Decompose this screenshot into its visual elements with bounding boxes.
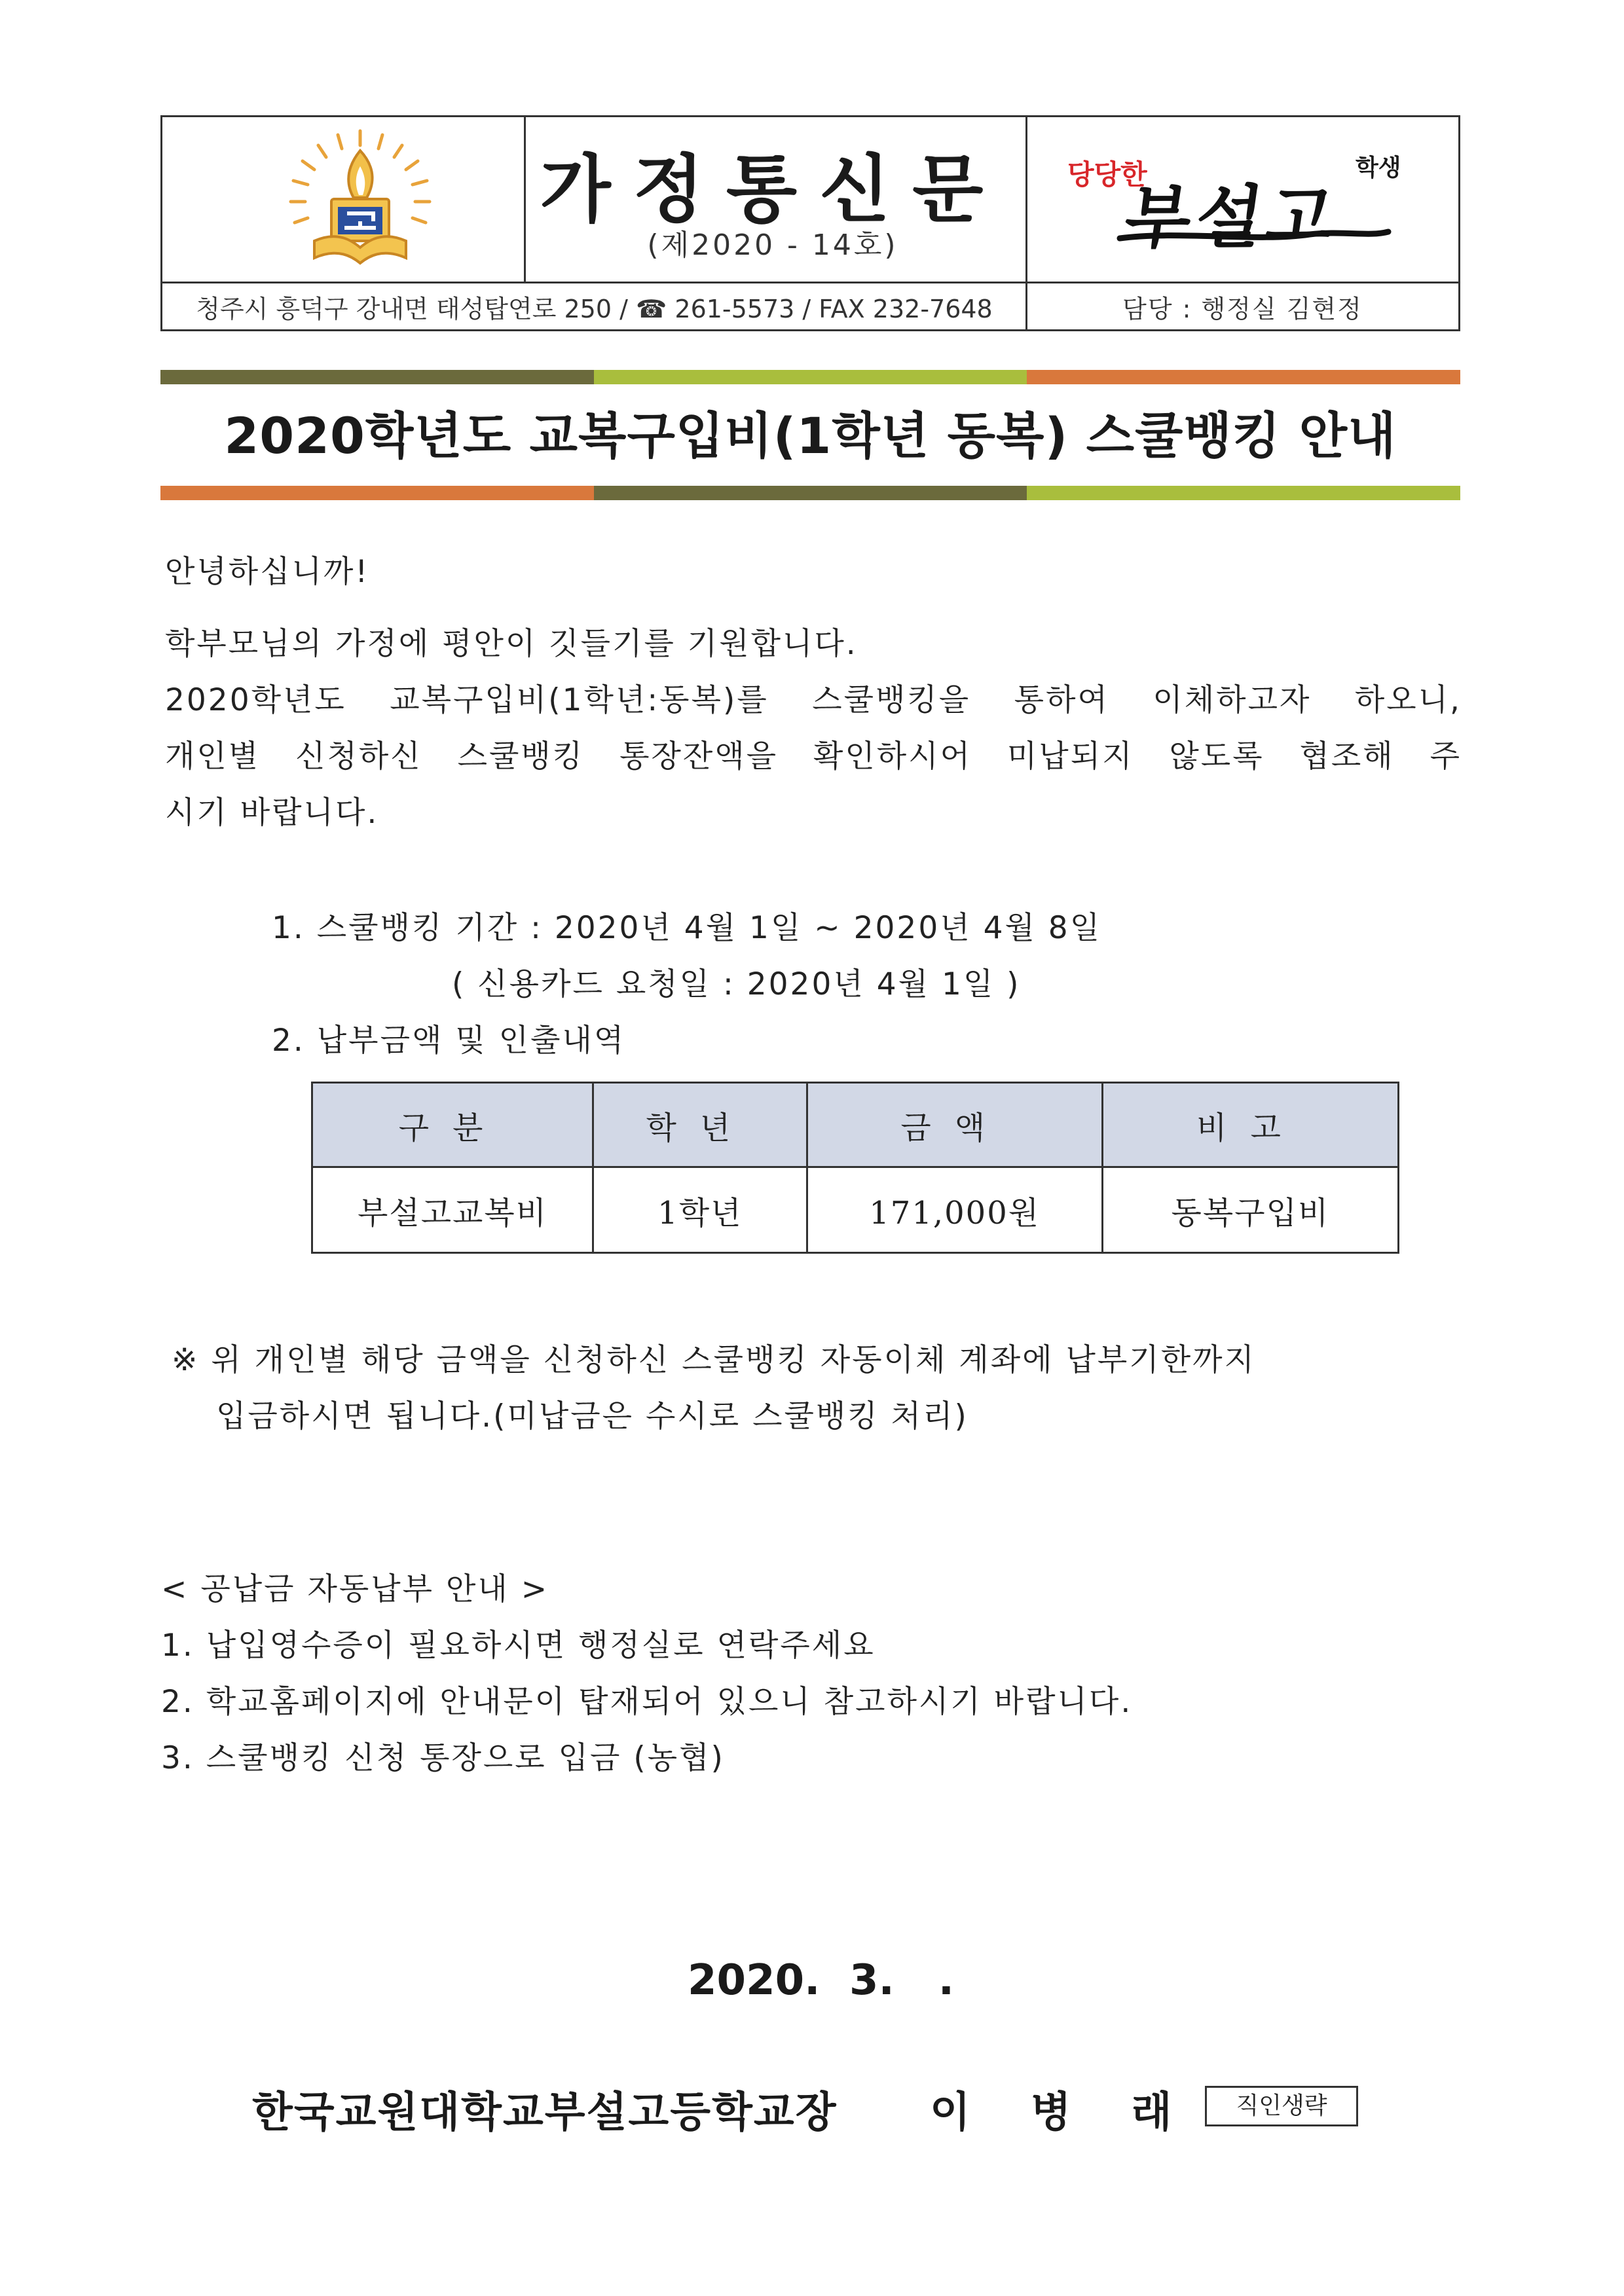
body-line: 학부모님의 가정에 평안이 깃들기를 기원합니다. [165, 626, 858, 662]
school-address: 청주시 흥덕구 강내면 태성탑연로 250 / ☎ 261-5573 / FAX 232-7648 [196, 295, 993, 323]
color-bar-segment [1027, 370, 1460, 384]
table-cell: 171,000원 [807, 1167, 1102, 1253]
body-line: 시기 바랍니다. [165, 795, 379, 831]
table-header: 구분 [312, 1083, 593, 1167]
color-bar-segment [160, 370, 594, 384]
header-divider [1025, 282, 1027, 331]
brush-stroke-icon [1113, 223, 1395, 249]
table-row [312, 1167, 1399, 1253]
slogan-suffix: 학생 [1356, 155, 1401, 181]
contact-person: 담당 : 행정실 김현정 [1122, 295, 1363, 323]
seal-omitted-box: 직인생략 [1205, 2086, 1358, 2126]
fee-table [311, 1082, 1399, 1254]
color-bar-segment [594, 370, 1027, 384]
header-divider [1025, 117, 1027, 283]
table-header: 비고 [1102, 1083, 1398, 1167]
table-header: 학년 [593, 1083, 807, 1167]
issue-date: 2020. 3. . [688, 1956, 954, 2005]
color-bar-segment [1027, 486, 1460, 500]
table-header-row [312, 1083, 1399, 1167]
newsletter-title: 가정통신문 [540, 147, 1006, 232]
banking-period: 1. 스쿨뱅킹 기간 : 2020년 4월 1일 ~ 2020년 4월 8일 [272, 910, 1102, 946]
body-line: 개인별 신청하신 스쿨뱅킹 통장잔액을 확인하시어 미납되지 않도록 협조해 주 [165, 738, 1462, 774]
card-request-date: ( 신용카드 요청일 : 2020년 4월 1일 ) [452, 966, 1021, 1002]
note-line: ※ 위 개인별 해당 금액을 신청하신 스쿨뱅킹 자동이체 계좌에 납부기한까지 [172, 1342, 1256, 1378]
slogan-prefix: 당당한 [1067, 158, 1147, 191]
school-logo-icon [275, 126, 445, 276]
document-title: 2020학년도 교복구입비(1학년 동복) 스쿨뱅킹 안내 [224, 407, 1397, 465]
table-cell: 1학년 [593, 1167, 807, 1253]
slogan-main: 부설고 [1120, 177, 1344, 257]
table-cell: 부설고교복비 [312, 1167, 593, 1253]
amount-heading: 2. 납부금액 및 인출내역 [272, 1023, 626, 1059]
auto-payment-item: 3. 스쿨뱅킹 신청 통장으로 입금 (농협) [161, 1740, 725, 1776]
table-cell: 동복구입비 [1102, 1167, 1398, 1253]
principal-title: 한국교원대학교부설고등학교장 [252, 2088, 838, 2137]
note-line: 입금하시면 됩니다.(미납금은 수시로 스쿨뱅킹 처리) [216, 1398, 969, 1434]
body-line: 2020학년도 교복구입비(1학년:동복)를 스쿨뱅킹을 통하여 이체하고자 하오니, [165, 682, 1462, 718]
header-divider [162, 282, 1458, 283]
auto-payment-item: 2. 학교홈페이지에 안내문이 탑재되어 있으니 참고하시기 바랍니다. [161, 1684, 1133, 1720]
principal-name: 이병래 [930, 2088, 1232, 2137]
table-header: 금액 [807, 1083, 1102, 1167]
issue-number: (제2020 - 14호) [647, 228, 898, 262]
auto-payment-heading: < 공납금 자동납부 안내 > [161, 1571, 549, 1607]
greeting: 안녕하십니까! [165, 554, 370, 590]
auto-payment-item: 1. 납입영수증이 필요하시면 행정실로 연락주세요 [161, 1628, 876, 1664]
color-bar-segment [594, 486, 1027, 500]
color-bar-segment [160, 486, 594, 500]
